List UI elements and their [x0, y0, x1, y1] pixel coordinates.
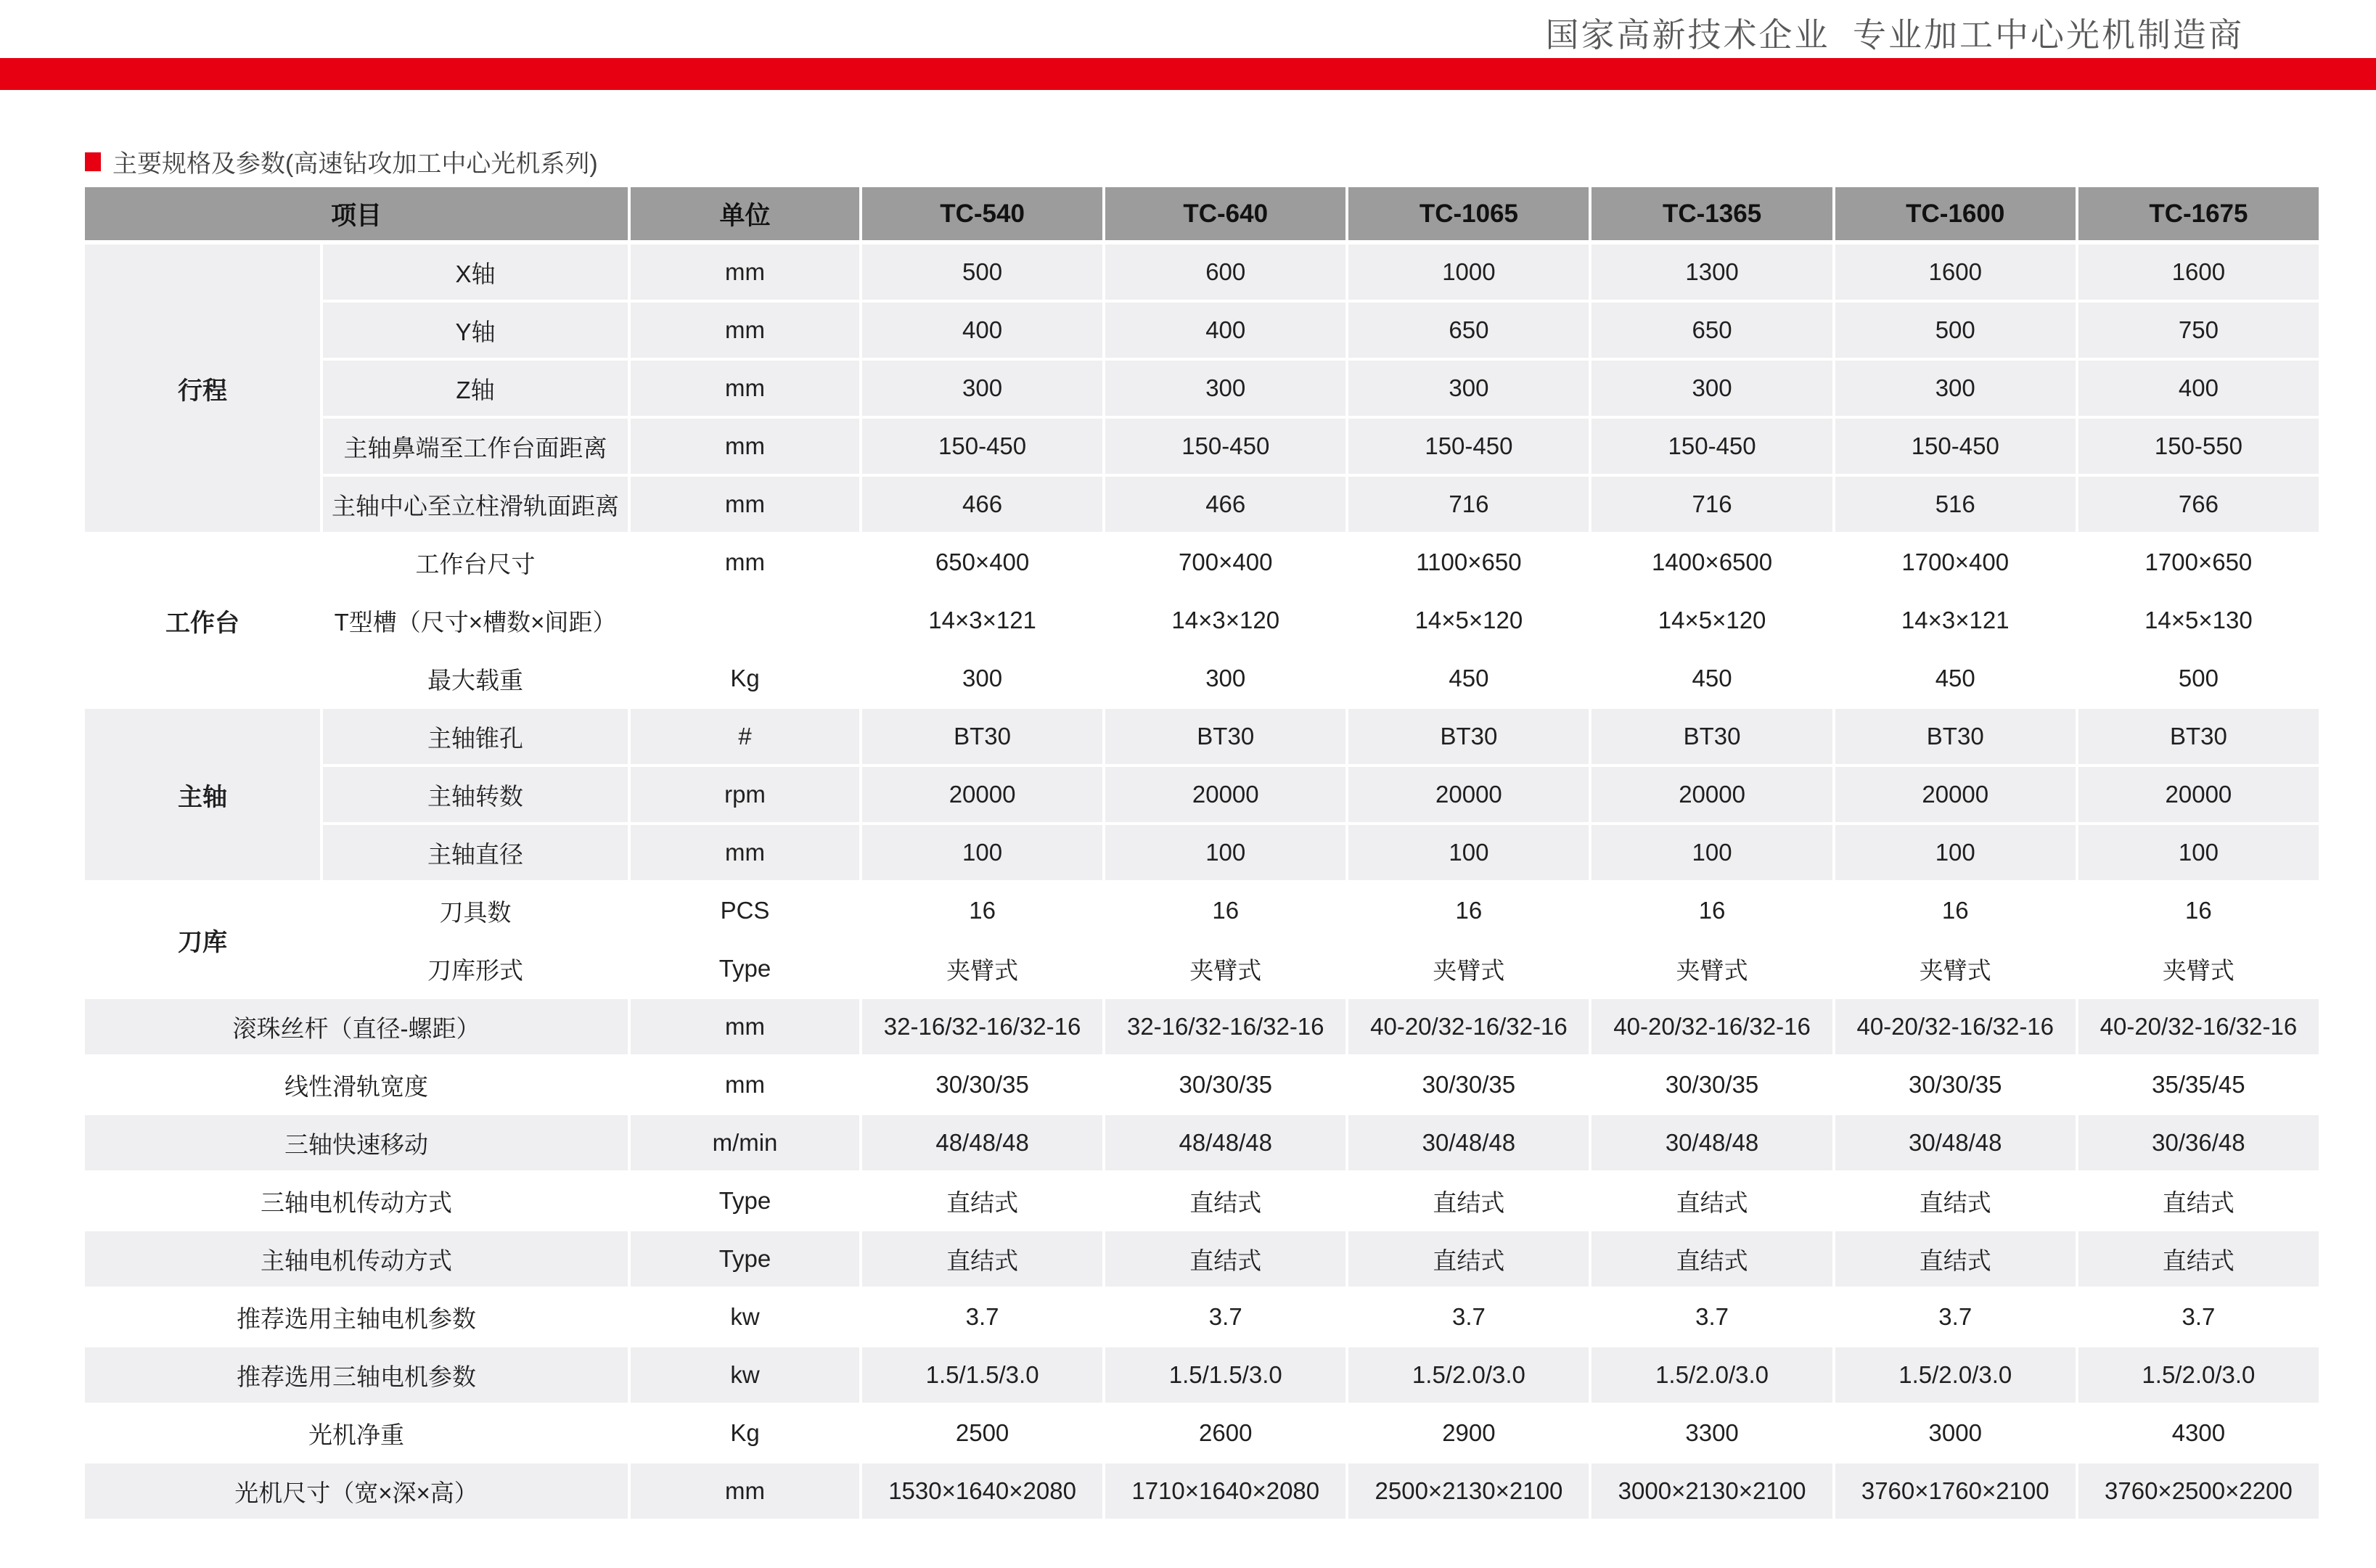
spec-value: 2500: [862, 1405, 1102, 1461]
spec-value: 650×400: [862, 535, 1102, 590]
spec-unit: mm: [631, 1057, 859, 1112]
spec-value: 直结式: [1348, 1173, 1589, 1228]
table-header-row: [85, 187, 2319, 240]
spec-row: [323, 825, 2319, 880]
spec-item-label: 滚珠丝杆（直径-螺距）: [85, 999, 628, 1054]
row-group: [85, 1057, 2319, 1112]
spec-value: 40-20/32-16/32-16: [1591, 999, 1832, 1054]
spec-value: 30/48/48: [1835, 1115, 2076, 1170]
row-group: [85, 1464, 2319, 1519]
spec-value: BT30: [2078, 709, 2319, 764]
spec-value: 100: [1348, 825, 1589, 880]
spec-value: 14×3×121: [862, 593, 1102, 648]
spec-item-label: 光机尺寸（宽×深×高）: [85, 1464, 628, 1519]
row-group: [85, 1115, 2319, 1170]
spec-value: 48/48/48: [1105, 1115, 1345, 1170]
spec-unit: #: [631, 709, 859, 764]
row-group-label: 刀库: [85, 883, 320, 996]
spec-value: 直结式: [1835, 1231, 2076, 1286]
spec-value: 1000: [1348, 245, 1589, 300]
spec-value: 3.7: [1105, 1289, 1345, 1345]
spec-item-label: 三轴快速移动: [85, 1115, 628, 1170]
spec-row: [85, 1115, 2319, 1170]
spec-item-label: 主轴直径: [323, 825, 628, 880]
spec-value: 300: [862, 651, 1102, 706]
spec-value: 14×5×130: [2078, 593, 2319, 648]
spec-unit: mm: [631, 825, 859, 880]
spec-value: 16: [1591, 883, 1832, 938]
spec-value: 150-550: [2078, 419, 2319, 474]
spec-value: 1700×650: [2078, 535, 2319, 590]
spec-value: 3760×2500×2200: [2078, 1464, 2319, 1519]
row-group: [85, 1173, 2319, 1228]
spec-value: 夹臂式: [1591, 941, 1832, 996]
spec-value: 466: [862, 477, 1102, 532]
spec-unit: mm: [631, 999, 859, 1054]
spec-value: 1.5/1.5/3.0: [1105, 1347, 1345, 1403]
spec-value: 直结式: [1835, 1173, 2076, 1228]
spec-value: 750: [2078, 303, 2319, 358]
spec-value: 3.7: [1835, 1289, 2076, 1345]
spec-value: 32-16/32-16/32-16: [1105, 999, 1345, 1054]
spec-value: 直结式: [2078, 1173, 2319, 1228]
spec-item-label: 主轴转数: [323, 767, 628, 822]
spec-table: [85, 187, 2319, 1522]
spec-value: 500: [862, 245, 1102, 300]
spec-unit: mm: [631, 419, 859, 474]
spec-value: 1100×650: [1348, 535, 1589, 590]
spec-item-label: 工作台尺寸: [323, 535, 628, 590]
column-header: TC-1365: [1591, 187, 1832, 240]
spec-unit: mm: [631, 361, 859, 416]
column-header: TC-640: [1105, 187, 1345, 240]
spec-value: 20000: [2078, 767, 2319, 822]
spec-value: 400: [2078, 361, 2319, 416]
spec-unit: mm: [631, 245, 859, 300]
row-group: [85, 535, 2319, 706]
spec-value: 直结式: [2078, 1231, 2319, 1286]
spec-value: 2500×2130×2100: [1348, 1464, 1589, 1519]
row-group: [85, 1405, 2319, 1461]
spec-value: 35/35/45: [2078, 1057, 2319, 1112]
spec-row: [323, 593, 2319, 648]
spec-row: [323, 361, 2319, 416]
spec-value: 100: [862, 825, 1102, 880]
spec-value: 1.5/2.0/3.0: [1835, 1347, 2076, 1403]
spec-value: 直结式: [1105, 1231, 1345, 1286]
spec-value: 716: [1348, 477, 1589, 532]
row-group: [85, 1289, 2319, 1345]
row-group-label: 工作台: [85, 535, 320, 706]
row-group: [85, 245, 2319, 532]
spec-value: 3.7: [2078, 1289, 2319, 1345]
spec-row: [85, 1173, 2319, 1228]
spec-value: 3.7: [862, 1289, 1102, 1345]
accent-red-bar: [0, 58, 2376, 90]
spec-value: 466: [1105, 477, 1345, 532]
spec-value: 夹臂式: [2078, 941, 2319, 996]
spec-row: [323, 303, 2319, 358]
spec-value: 650: [1348, 303, 1589, 358]
spec-value: 300: [1348, 361, 1589, 416]
spec-value: 100: [1591, 825, 1832, 880]
spec-value: 100: [1105, 825, 1345, 880]
spec-value: 1530×1640×2080: [862, 1464, 1102, 1519]
red-square-bullet-icon: [85, 152, 101, 171]
spec-item-label: 推荐选用三轴电机参数: [85, 1347, 628, 1403]
spec-value: 1710×1640×2080: [1105, 1464, 1345, 1519]
spec-value: 20000: [1105, 767, 1345, 822]
spec-row: [85, 1289, 2319, 1345]
spec-value: 2600: [1105, 1405, 1345, 1461]
spec-value: 1600: [1835, 245, 2076, 300]
spec-value: 4300: [2078, 1405, 2319, 1461]
spec-value: 516: [1835, 477, 2076, 532]
spec-value: 30/48/48: [1348, 1115, 1589, 1170]
row-group-rows: [323, 245, 2319, 532]
spec-value: 500: [2078, 651, 2319, 706]
spec-value: 40-20/32-16/32-16: [1835, 999, 2076, 1054]
spec-item-label: 最大载重: [323, 651, 628, 706]
spec-value: BT30: [1348, 709, 1589, 764]
row-group: [85, 1347, 2319, 1403]
spec-value: 450: [1591, 651, 1832, 706]
spec-value: 716: [1591, 477, 1832, 532]
spec-value: 48/48/48: [862, 1115, 1102, 1170]
spec-item-label: 三轴电机传动方式: [85, 1173, 628, 1228]
spec-value: 30/30/35: [1348, 1057, 1589, 1112]
spec-item-label: 推荐选用主轴电机参数: [85, 1289, 628, 1345]
spec-value: 14×3×120: [1105, 593, 1345, 648]
spec-value: 30/36/48: [2078, 1115, 2319, 1170]
column-header: TC-1675: [2078, 187, 2319, 240]
row-group-label: 主轴: [85, 709, 320, 880]
spec-unit: Kg: [631, 1405, 859, 1461]
row-group-rows: [323, 883, 2319, 996]
spec-value: 14×5×120: [1591, 593, 1832, 648]
row-group-rows: [323, 535, 2319, 706]
spec-value: 夹臂式: [1348, 941, 1589, 996]
spec-value: 3300: [1591, 1405, 1832, 1461]
spec-value: 3.7: [1348, 1289, 1589, 1345]
spec-value: 40-20/32-16/32-16: [1348, 999, 1589, 1054]
spec-value: 1.5/2.0/3.0: [2078, 1347, 2319, 1403]
spec-unit: [631, 593, 859, 648]
spec-value: 150-450: [1105, 419, 1345, 474]
spec-item-label: 主轴锥孔: [323, 709, 628, 764]
spec-value: 3000×2130×2100: [1591, 1464, 1832, 1519]
spec-value: 500: [1835, 303, 2076, 358]
spec-value: 1.5/2.0/3.0: [1591, 1347, 1832, 1403]
spec-item-label: 光机净重: [85, 1405, 628, 1461]
spec-value: 100: [1835, 825, 2076, 880]
spec-value: 40-20/32-16/32-16: [2078, 999, 2319, 1054]
spec-row: [85, 1347, 2319, 1403]
spec-value: 3000: [1835, 1405, 2076, 1461]
spec-unit: mm: [631, 535, 859, 590]
spec-value: 300: [1835, 361, 2076, 416]
spec-unit: Type: [631, 1231, 859, 1286]
spec-value: 32-16/32-16/32-16: [862, 999, 1102, 1054]
row-group: [85, 999, 2319, 1054]
spec-value: 1.5/2.0/3.0: [1348, 1347, 1589, 1403]
section-title: [85, 144, 598, 179]
spec-value: 1600: [2078, 245, 2319, 300]
spec-value: 30/30/35: [1835, 1057, 2076, 1112]
column-header: TC-1600: [1835, 187, 2076, 240]
spec-value: 20000: [1591, 767, 1832, 822]
spec-value: 1.5/1.5/3.0: [862, 1347, 1102, 1403]
spec-value: 30/48/48: [1591, 1115, 1832, 1170]
spec-unit: rpm: [631, 767, 859, 822]
row-group-rows: [323, 709, 2319, 880]
spec-row: [85, 1405, 2319, 1461]
spec-unit: mm: [631, 477, 859, 532]
spec-value: 766: [2078, 477, 2319, 532]
spec-value: 3.7: [1591, 1289, 1832, 1345]
spec-value: 直结式: [862, 1231, 1102, 1286]
row-group: [85, 1231, 2319, 1286]
spec-value: 直结式: [1348, 1231, 1589, 1286]
spec-value: 16: [862, 883, 1102, 938]
spec-row: [323, 651, 2319, 706]
spec-value: 16: [1105, 883, 1345, 938]
spec-item-label: 刀具数: [323, 883, 628, 938]
spec-value: 450: [1835, 651, 2076, 706]
spec-value: 直结式: [1105, 1173, 1345, 1228]
spec-row: [323, 419, 2319, 474]
spec-item-label: 线性滑轨宽度: [85, 1057, 628, 1112]
spec-value: 夹臂式: [1105, 941, 1345, 996]
spec-value: 1300: [1591, 245, 1832, 300]
spec-value: 夹臂式: [1835, 941, 2076, 996]
spec-value: 2900: [1348, 1405, 1589, 1461]
spec-value: 300: [1105, 651, 1345, 706]
spec-item-label: Z轴: [323, 361, 628, 416]
spec-value: BT30: [1591, 709, 1832, 764]
spec-value: BT30: [862, 709, 1102, 764]
company-tagline: 国家高新技术企业 专业加工中心光机制造商: [1545, 16, 2244, 54]
spec-unit: Type: [631, 1173, 859, 1228]
spec-item-label: T型槽（尺寸×槽数×间距）: [323, 593, 628, 648]
spec-value: 20000: [1348, 767, 1589, 822]
spec-value: 300: [1591, 361, 1832, 416]
spec-value: 650: [1591, 303, 1832, 358]
row-group-label: 行程: [85, 245, 320, 532]
section-title-text: 主要规格及参数(高速钻攻加工中心光机系列): [112, 150, 598, 178]
spec-row: [323, 709, 2319, 764]
spec-value: 300: [1105, 361, 1345, 416]
spec-value: BT30: [1105, 709, 1345, 764]
spec-value: 300: [862, 361, 1102, 416]
spec-item-label: Y轴: [323, 303, 628, 358]
spec-unit: kw: [631, 1289, 859, 1345]
spec-item-label: 主轴电机传动方式: [85, 1231, 628, 1286]
spec-value: 400: [862, 303, 1102, 358]
spec-value: 16: [1835, 883, 2076, 938]
column-header: 项目: [85, 187, 628, 240]
row-group: [85, 709, 2319, 880]
spec-unit: Kg: [631, 651, 859, 706]
spec-value: 400: [1105, 303, 1345, 358]
spec-value: 150-450: [1348, 419, 1589, 474]
spec-value: 150-450: [862, 419, 1102, 474]
spec-unit: mm: [631, 1464, 859, 1519]
spec-item-label: X轴: [323, 245, 628, 300]
spec-value: 30/30/35: [862, 1057, 1102, 1112]
spec-value: 16: [2078, 883, 2319, 938]
spec-row: [323, 767, 2319, 822]
spec-unit: m/min: [631, 1115, 859, 1170]
spec-value: 20000: [862, 767, 1102, 822]
spec-unit: PCS: [631, 883, 859, 938]
spec-item-label: 刀库形式: [323, 941, 628, 996]
spec-value: 450: [1348, 651, 1589, 706]
spec-value: 3760×1760×2100: [1835, 1464, 2076, 1519]
spec-row: [323, 535, 2319, 590]
column-header: 单位: [631, 187, 859, 240]
spec-row: [85, 999, 2319, 1054]
spec-value: 夹臂式: [862, 941, 1102, 996]
spec-unit: kw: [631, 1347, 859, 1403]
column-header: TC-1065: [1348, 187, 1589, 240]
spec-value: 600: [1105, 245, 1345, 300]
spec-row: [85, 1464, 2319, 1519]
spec-unit: mm: [631, 303, 859, 358]
spec-value: 20000: [1835, 767, 2076, 822]
spec-value: 150-450: [1835, 419, 2076, 474]
spec-value: 1400×6500: [1591, 535, 1832, 590]
spec-value: 直结式: [1591, 1231, 1832, 1286]
spec-value: BT30: [1835, 709, 2076, 764]
spec-item-label: 主轴中心至立柱滑轨面距离: [323, 477, 628, 532]
spec-row: [85, 1057, 2319, 1112]
spec-item-label: 主轴鼻端至工作台面距离: [323, 419, 628, 474]
spec-value: 100: [2078, 825, 2319, 880]
spec-value: 16: [1348, 883, 1589, 938]
row-group: [85, 883, 2319, 996]
spec-row: [323, 883, 2319, 938]
spec-row: [323, 941, 2319, 996]
spec-value: 14×3×121: [1835, 593, 2076, 648]
spec-row: [85, 1231, 2319, 1286]
spec-unit: Type: [631, 941, 859, 996]
spec-value: 1700×400: [1835, 535, 2076, 590]
spec-row: [323, 245, 2319, 300]
spec-value: 150-450: [1591, 419, 1832, 474]
spec-value: 700×400: [1105, 535, 1345, 590]
spec-row: [323, 477, 2319, 532]
column-header: TC-540: [862, 187, 1102, 240]
spec-value: 直结式: [1591, 1173, 1832, 1228]
spec-value: 30/30/35: [1591, 1057, 1832, 1112]
spec-value: 30/30/35: [1105, 1057, 1345, 1112]
spec-value: 直结式: [862, 1173, 1102, 1228]
spec-value: 14×5×120: [1348, 593, 1589, 648]
